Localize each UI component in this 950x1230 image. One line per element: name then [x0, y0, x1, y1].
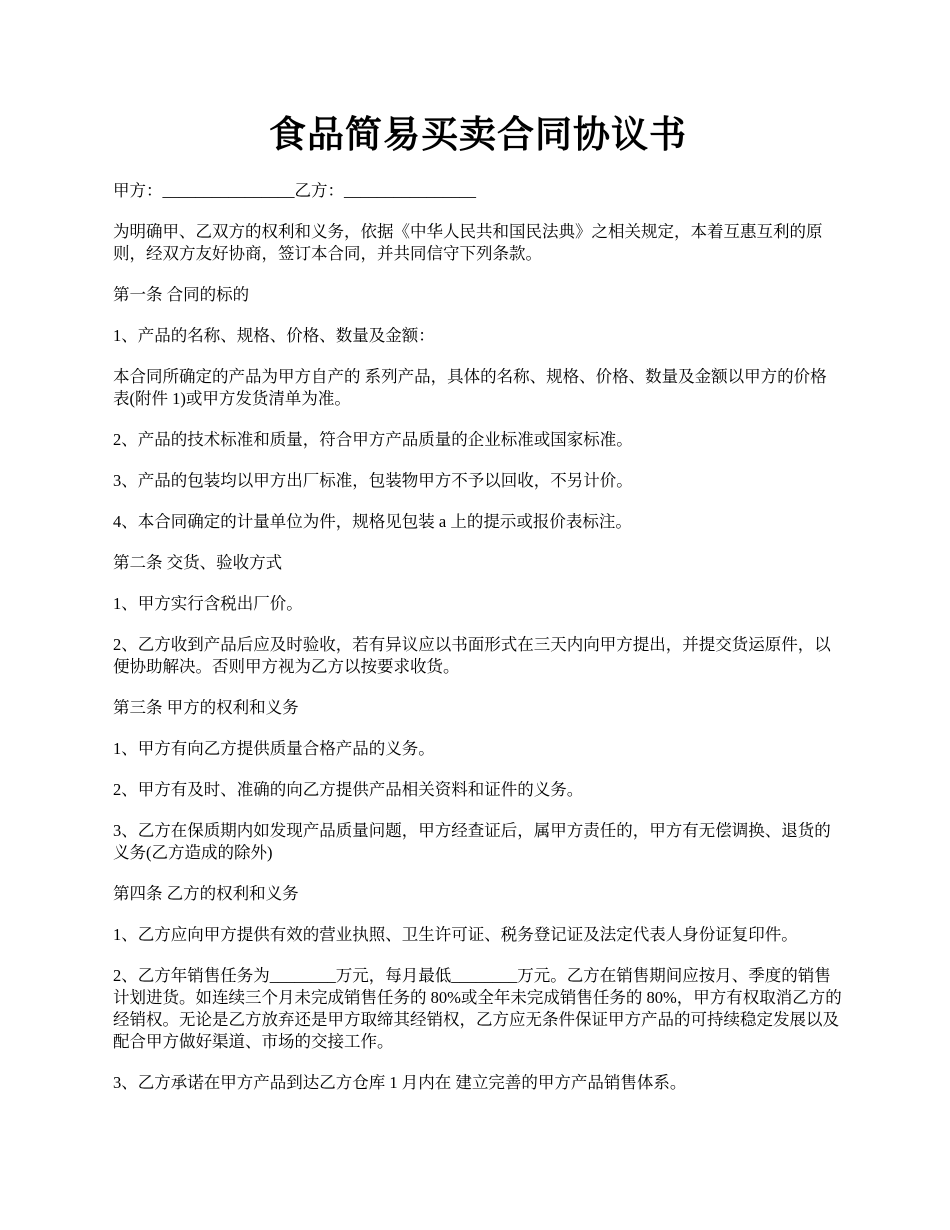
clause-paragraph: 1、甲方有向乙方提供质量合格产品的义务。: [113, 739, 435, 758]
article-heading: 第一条 合同的标的: [113, 285, 250, 304]
clause-paragraph: 2、乙方年销售任务为________万元，每月最低________万元。乙方在销售期间应按月、季度的销售计划进货。如连续三个月未完成销售任务的 80%或全年未完成销售任务的 80%，甲方有权取消乙方的经销权。无论是乙方放弃还是甲方取缔其经销权，乙方应无条件保证甲方产品的可持续稳定发展以及配合甲方做好渠道、市场的交接工作。: [113, 966, 842, 1051]
clause-paragraph: 3、产品的包装均以甲方出厂标准，包装物甲方不予以回收，不另计价。: [113, 471, 633, 490]
article-heading: 第四条 乙方的权利和义务: [113, 884, 299, 903]
clause-paragraph: 1、乙方应向甲方提供有效的营业执照、卫生许可证、税务登记证及法定代表人身份证复印件。: [113, 925, 798, 944]
clause-paragraph: 本合同所确定的产品为甲方自产的 系列产品，具体的名称、规格、价格、数量及金额以甲方的价格表(附件 1)或甲方发货清单为准。: [113, 367, 827, 408]
document-body: [113, 180, 843, 1113]
article-heading: 第三条 甲方的权利和义务: [113, 698, 299, 717]
document-title: 食品简易买卖合同协议书: [269, 115, 687, 156]
clause-paragraph: 2、甲方有及时、准确的向乙方提供产品相关资料和证件的义务。: [113, 780, 584, 799]
clause-paragraph: 1、甲方实行含税出厂价。: [113, 594, 303, 613]
clause-paragraph: 3、乙方在保质期内如发现产品质量问题，甲方经查证后，属甲方责任的，甲方有无偿调换、退货的义务(乙方造成的除外): [113, 821, 831, 862]
clause-paragraph: 1、产品的名称、规格、价格、数量及金额：: [113, 326, 435, 345]
parties-line: 甲方：________________乙方：________________: [113, 181, 476, 200]
clause-paragraph: 4、本合同确定的计量单位为件，规格见包装 a 上的提示或报价表标注。: [113, 512, 632, 531]
preamble-paragraph: 为明确甲、乙双方的权利和义务，依据《中华人民共和国民法典》之相关规定，本着互惠互利的原则，经双方友好协商，签订本合同，并共同信守下列条款。: [113, 222, 823, 263]
clause-paragraph: 3、乙方承诺在甲方产品到达乙方仓库 1 月内在 建立完善的甲方产品销售体系。: [113, 1073, 687, 1092]
clause-paragraph: 2、产品的技术标准和质量，符合甲方产品质量的企业标准或国家标准。: [113, 430, 633, 449]
clause-paragraph: 2、乙方收到产品后应及时验收，若有异议应以书面形式在三天内向甲方提出，并提交货运原件，以便协助解决。否则甲方视为乙方以按要求收货。: [113, 635, 831, 676]
article-heading: 第二条 交货、验收方式: [113, 553, 283, 572]
